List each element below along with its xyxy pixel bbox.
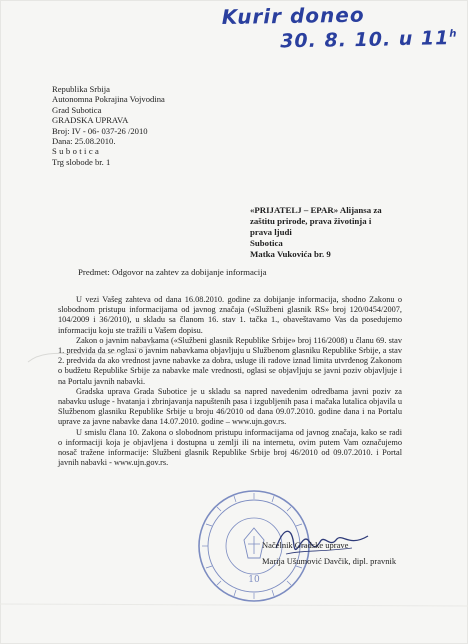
letter-body bbox=[58, 295, 402, 468]
subject-line: Predmet: Odgovor na zahtev za dobijanje informacija bbox=[78, 267, 267, 277]
sender-line: Trg slobode br. 1 bbox=[52, 156, 111, 167]
recipient-line: zaštitu prirode, prava životinja i bbox=[250, 216, 372, 226]
body-paragraph: U vezi Vašeg zahteva od dana 16.08.2010. godine za dobijanje informacija, shodno Zakonu o slobodnom pristupu informacijama od javnog značaja («Službeni glasnik RS» broj 120/0454/2007, 104/2009 i 36/2010), u skladu sa članom 16. stav 1. tačka 1., obaveštavamo Vas da posedujemo informaciju koju ste tražili u Vašem dopisu. bbox=[58, 295, 402, 335]
signature-name: Marija Ušumović Davčik, dipl. pravnik bbox=[262, 556, 397, 566]
recipient-line: Matka Vukovića br. 9 bbox=[250, 249, 331, 259]
body-paragraph: Gradska uprava Grada Subotice je u skladu sa napred navedenim odredbama javni poziv za nabavku usluge - hvatanja i zbrinjavanja napuštenih pasa i izgubljenih pasa i mačaka lutalica objavila u Službenom glasniku Republike Srbije u broju 46/2010 od dana 09.07.2010. godine dana i na Portalu uprave za javne nabavke dana 14.07.2010. godine – www.ujn.gov.rs. bbox=[58, 386, 402, 427]
recipient-line: prava ljudi bbox=[250, 227, 292, 237]
signature-title: Načelnik Gradske uprave bbox=[262, 540, 349, 550]
sender-line: Grad Subotica bbox=[52, 104, 102, 115]
sender-line: Republika Srbija bbox=[52, 84, 110, 94]
sender-line: Subotica bbox=[52, 146, 102, 157]
body-paragraph: Zakon o javnim nabavkama («Službeni glasnik Republike Srbije» broj 116/2008) u članu 69. stav 1. predvida da se oglasi o javnim nabavkama objavljuju u Službenom glasniku Republike Srbije, a stav 2. predvida da ako vrednost javne nabavke za dobra, usluge ili radove iznad limita utvrđenog Zakonom o budžetu Republike Srbije za nabavke male vrednosti, oglasi se objavljuju se javni poziv objavljuje i na Portalu javnih nabavki. bbox=[58, 335, 402, 386]
handwritten-courier-line: Kurir doneo bbox=[221, 2, 365, 30]
faint-background-mark bbox=[22, 332, 162, 372]
handwritten-receipt-note bbox=[218, 2, 463, 54]
handwritten-date: 30. 8. 10. bbox=[280, 28, 392, 53]
recipient-block bbox=[250, 205, 450, 260]
sender-line: Autonomna Pokrajina Vojvodina bbox=[52, 94, 165, 105]
signature-block bbox=[262, 537, 462, 569]
body-paragraph: U smislu člana 10. Zakona o slobodnom pristupu informacijama od javnog značaja, kako se radi o informaciji koja je objavljena i dostupna u zemlji ili na internetu, ovim putem Vam označujemo nosač tražene informacije: Službeni glasnik Republike Srbije broj 46/2010 od 09.07.2010. i Portal javnih nabavki - www.ujn.gov.rs. bbox=[58, 427, 402, 468]
svg-text:10: 10 bbox=[248, 575, 260, 585]
sender-line: Dana: 25.08.2010. bbox=[52, 136, 116, 147]
sender-line: Broj: IV - 06- 037-26 /2010 bbox=[52, 125, 148, 136]
recipient-line: Subotica bbox=[250, 238, 283, 248]
sender-block bbox=[52, 84, 272, 167]
sender-line: GRADSKA UPRAVA bbox=[52, 115, 129, 126]
recipient-line: «PRIJATELJ – EPAR» Alijansa za bbox=[250, 205, 382, 215]
handwritten-time: u 11$^h$ bbox=[398, 27, 458, 51]
